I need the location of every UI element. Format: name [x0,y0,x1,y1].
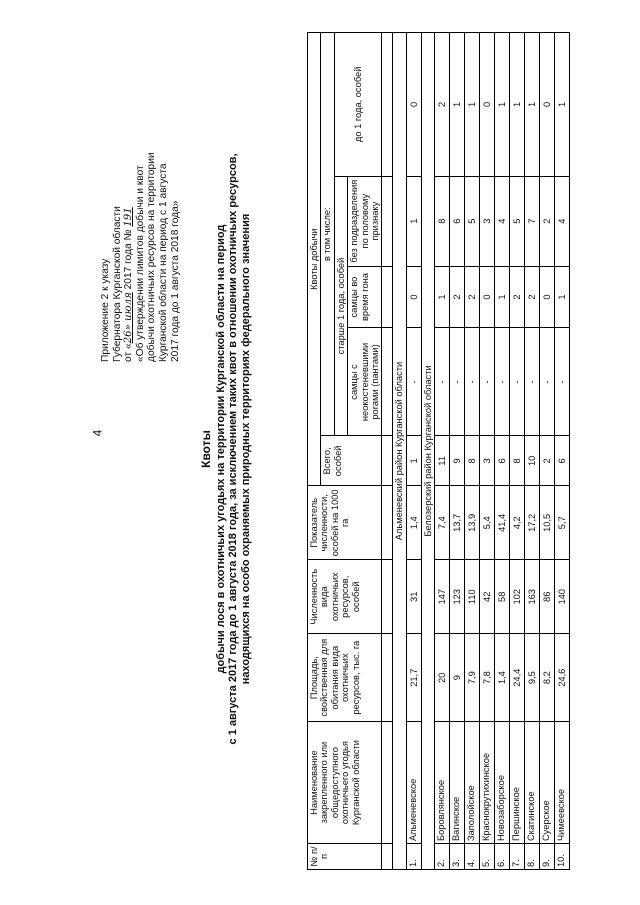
cell-nosex: 1 [406,176,421,266]
cell-total: 8 [465,436,480,486]
cell-density: 1,4 [406,486,421,560]
cell-nosex: 5 [510,176,525,266]
document-heading [200,34,252,864]
cell-no: 5. [480,844,495,870]
appendix-line: «Об утверждении лимитов добычи и квот [134,165,146,362]
cell-under1: 1 [510,33,525,177]
column-number-row [382,33,393,870]
date-mid: 2017 года № [123,229,135,293]
region-name: Альменевский район Курганской области [393,33,406,870]
cell-horns: - [540,328,555,436]
cell-rut: 2 [510,266,525,328]
cell-name: Новозаборское [495,722,510,844]
region-name: Белозерский район Курганской области [421,33,434,870]
cell-under1: 1 [465,33,480,177]
cell-name: Альменевское [406,722,421,844]
appendix-line: Губернатора Курганской области [111,206,123,362]
cell-no: 9. [540,844,555,870]
cell-total: 11 [435,436,450,486]
handwritten-day: 26 [123,330,135,344]
cell-horns: - [406,328,421,436]
cell-density: 13,7 [450,486,465,560]
table-row [555,33,570,870]
handwritten-month: » июля [123,292,135,331]
cell-area: 24,4 [510,634,525,722]
cell-horns: - [465,328,480,436]
cell-density: 7,4 [435,486,450,560]
cell-no: 6. [495,844,510,870]
cell-name: Чимеевское [555,722,570,844]
cell-rut: 2 [465,266,480,328]
quota-table [307,32,570,870]
appendix-header [100,22,181,362]
cell-horns: - [435,328,450,436]
cell-no: 7. [510,844,525,870]
cell-total: 3 [480,436,495,486]
cell-no: 1. [406,844,421,870]
cell-under1: 1 [495,33,510,177]
header-including: в том числе: [321,33,334,436]
header-no-sex: без подразделения по половому признаку [348,176,382,266]
cell-nosex: 6 [450,176,465,266]
cell-count: 31 [406,560,421,634]
cell-nosex: 7 [525,176,540,266]
table-row [450,33,465,870]
cell-name: Боровлянское [435,722,450,844]
header-males-rut: самцы во время гона [348,266,382,328]
header-males-horns: самцы с неокостеневшими рогами (пантами) [348,328,382,436]
region-row [421,33,434,870]
cell-density: 4,2 [510,486,525,560]
cell-area: 1,4 [495,634,510,722]
cell-density: 41,4 [495,486,510,560]
cell-rut: 0 [480,266,495,328]
cell-under1: 0 [406,33,421,177]
table-row [495,33,510,870]
cell-count: 163 [525,560,540,634]
cell-density: 17,2 [525,486,540,560]
cell-total: 6 [495,436,510,486]
cell-nosex: 3 [480,176,495,266]
cell-rut: 0 [406,266,421,328]
region-row [393,33,406,870]
cell-name: Вагинское [450,722,465,844]
header-density: Показатель численности, особей на 1000 га [308,486,382,560]
cell-rut: 1 [435,266,450,328]
cell-count: 42 [480,560,495,634]
cell-area: 20 [435,634,450,722]
cell-no: 2. [435,844,450,870]
header-total: Всего, особей [321,436,382,486]
appendix-line: 2017 года до 1 августа 2018 года» [169,200,181,362]
cell-count: 123 [450,560,465,634]
cell-under1: 2 [435,33,450,177]
cell-nosex: 5 [465,176,480,266]
appendix-line: Курганской области на период с 1 августа [157,163,169,362]
table-body [393,33,570,870]
cell-total: 9 [450,436,465,486]
header-quotas: Квоты добычи [308,33,321,486]
cell-horns: - [555,328,570,436]
appendix-line: Приложение 2 к указу [100,258,111,362]
table-row [480,33,495,870]
cell-rut: 1 [495,266,510,328]
cell-count: 86 [540,560,555,634]
header-no: № п/п [308,844,382,870]
cell-nosex: 4 [495,176,510,266]
handwritten-decree-number: 191 [123,207,135,227]
cell-density: 5,7 [555,486,570,560]
cell-rut: 0 [540,266,555,328]
cell-count: 140 [555,560,570,634]
cell-total: 1 [406,436,421,486]
heading-line: с 1 августа 2017 года до 1 августа 2018 года, за исключением таких квот в отношении охотничьих ресурсов, [227,153,240,745]
heading-line: добычи лося в охотничьих угодьях на территории Курганской области на период [214,224,227,674]
cell-horns: - [480,328,495,436]
cell-area: 8,2 [540,634,555,722]
cell-area: 21,7 [406,634,421,722]
cell-area: 9 [450,634,465,722]
appendix-line: добычи охотничьих ресурсов на территории [146,152,158,362]
cell-count: 102 [510,560,525,634]
cell-under1: 0 [480,33,495,177]
page-number: 4 [90,429,105,437]
cell-density: 10,5 [540,486,555,560]
cell-rut: 1 [555,266,570,328]
table-row [465,33,480,870]
cell-under1: 1 [555,33,570,177]
cell-horns: - [510,328,525,436]
cell-count: 58 [495,560,510,634]
cell-total: 8 [510,436,525,486]
document-page [20,22,620,882]
cell-name: Скатинское [525,722,540,844]
cell-no: 10. [555,844,570,870]
heading-line: находящихся на особо охраняемых природных территориях федерального значения [239,213,252,685]
cell-rut: 2 [450,266,465,328]
cell-horns: - [450,328,465,436]
heading-title: Квоты [199,430,213,468]
cell-horns: - [495,328,510,436]
cell-total: 10 [525,436,540,486]
cell-count: 110 [465,560,480,634]
cell-area: 24,6 [555,634,570,722]
cell-density: 13,9 [465,486,480,560]
cell-area: 7,8 [480,634,495,722]
cell-under1: 0 [540,33,555,177]
cell-no: 4. [465,844,480,870]
header-area: Площадь, свойственная для обитания вида охотничьих ресурсов, тыс. га [308,634,382,722]
appendix-date-line [123,22,135,362]
cell-rut: 2 [525,266,540,328]
cell-count: 147 [435,560,450,634]
cell-name: Суерское [540,722,555,844]
cell-area: 7,9 [465,634,480,722]
cell-nosex: 2 [540,176,555,266]
cell-name: Першинское [510,722,525,844]
table-row [406,33,421,870]
table-row [510,33,525,870]
cell-nosex: 4 [555,176,570,266]
header-older: старше 1 года, особей [334,176,347,436]
header-under1: до 1 года, особей [334,33,382,177]
date-prefix: от « [123,343,135,362]
cell-horns: - [525,328,540,436]
table-row [525,33,540,870]
cell-no: 8. [525,844,540,870]
header-name: Наименование закрепленного или общедоступного охотничьего угодья Курганской области [308,722,382,844]
cell-name: Заполойское [465,722,480,844]
cell-density: 5,4 [480,486,495,560]
cell-nosex: 8 [435,176,450,266]
cell-area: 9,5 [525,634,540,722]
table-row [540,33,555,870]
cell-no: 3. [450,844,465,870]
cell-total: 6 [555,436,570,486]
table-row [435,33,450,870]
cell-total: 2 [540,436,555,486]
cell-under1: 1 [450,33,465,177]
cell-under1: 1 [525,33,540,177]
cell-name: Краснокрутихинское [480,722,495,844]
header-count: Численность вида охотничьих ресурсов, особей [308,560,382,634]
